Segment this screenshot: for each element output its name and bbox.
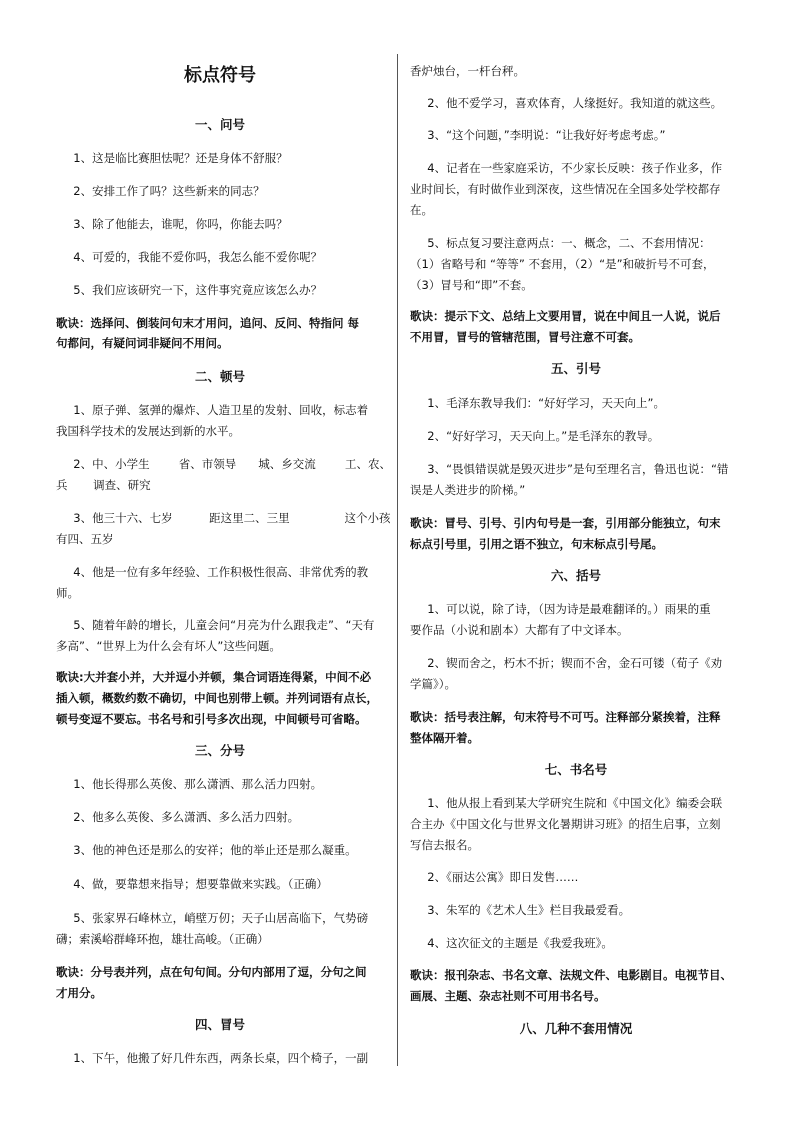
section-heading-question-mark: 一、问号	[194, 117, 245, 132]
example-item: 5、随着年龄的增长，儿童会问“月亮为什么跟我走”、“天有	[73, 618, 375, 632]
example-item: 4、可爱的，我能不爱你吗，我怎么能不爱你呢？	[73, 250, 323, 264]
example-item: 学篇》）。	[410, 677, 456, 691]
example-item: 5、标点复习要注意两点：一、概念，二、不套用情况：	[427, 236, 711, 250]
example-item: 4、做，要靠想来指导；想要靠做来实践。（正确）	[73, 877, 328, 891]
rule-verse: 歌诀：括号表注解，句末符号不可丐。注释部分紧挨着，注释	[410, 710, 721, 724]
section-heading-title-marks: 七、书名号	[544, 762, 608, 777]
example-item-continued: 香炉烛台，一杆台秤。	[410, 64, 525, 78]
example-item: 4、记者在一些家庭采访，不少家长反映：孩子作业多，作	[427, 161, 723, 175]
rule-verse: 不用冒，冒号的管辖范围，冒号注意不可套。	[410, 330, 640, 344]
section-heading-parentheses: 六、括号	[550, 568, 601, 583]
example-item: 4、这次征文的主题是《我爱我班》。	[427, 936, 613, 950]
example-item: 1、他长得那么英俊、那么潇洒、那么活力四射。	[73, 777, 323, 791]
example-item: 5、张家界石峰林立，峭壁万仞；天子山居高临下，气势磅	[73, 911, 369, 925]
example-item: 业时间长，有时做作业到深夜，这些情况在全国多处学校都存	[410, 182, 721, 196]
section-heading-semicolon: 三、分号	[194, 743, 245, 758]
example-item: 2、中、小学生 省、市领导 城、乡交流 工、农、	[73, 457, 391, 471]
example-item: 有四、五岁	[56, 532, 114, 546]
section-heading-no-nesting: 八、几种不套用情况	[519, 1021, 633, 1036]
rule-verse: 歌诀：冒号、引号、引内句号是一套，引用部分能独立，句末	[410, 516, 721, 530]
example-item: 多高”、“世界上为什么会有坏人”这些问题。	[56, 639, 281, 653]
column-divider	[397, 54, 398, 1066]
example-item: 1、原子弹、氢弹的爆炸、人造卫星的发射、回收，标志着	[73, 403, 369, 417]
example-item: 2、《丽达公寓》即日发售……	[427, 870, 579, 884]
rule-verse: 整体隔开着。	[410, 731, 479, 745]
example-item: 1、毛泽东教导我们：“好好学习，天天向上”。	[427, 396, 665, 410]
rule-verse: 才用分。	[56, 986, 102, 1000]
rule-verse: 插入顿，概数约数不确切，中间也别带上顿。并列词语有点长，	[56, 691, 378, 705]
example-item: 1、下午，他搬了好几件东西，两条长桌，四个椅子，一副	[73, 1051, 369, 1065]
example-item: 2、他不爱学习，喜欢体育，人缘挺好。我知道的就这些。	[427, 96, 723, 110]
example-item: 2、他多么英俊、多么潇洒、多么活力四射。	[73, 810, 300, 824]
example-item: 1、他从报上看到某大学研究生院和《中国文化》编委会联	[427, 796, 723, 810]
example-item: 我国科学技术的发展达到新的水平。	[56, 424, 240, 438]
example-item: （3）冒号和“即”不套。	[410, 278, 533, 292]
section-heading-quotation-marks: 五、引号	[550, 361, 601, 376]
example-item: 5、我们应该研究一下，这件事究竟应该怎么办？	[73, 283, 323, 297]
rule-verse: 歌诀:大并套小并，大并逗小并顿，集合词语连得紧，中间不必	[56, 670, 372, 684]
example-item: 3、“这个问题，”李明说：“让我好好考虑考虑。”	[427, 128, 666, 142]
example-item: 1、这是临比赛胆怯呢？还是身体不舒服？	[73, 151, 288, 165]
page-title: 标点符号	[184, 65, 256, 86]
section-heading-enumeration-comma: 二、顿号	[194, 369, 245, 384]
example-item: 2、锲而舍之，朽木不折；锲而不舍，金石可镂（荀子《劝	[427, 656, 723, 670]
example-item: 1、可以说，除了诗，（因为诗是最难翻译的。）雨果的重	[427, 602, 711, 616]
example-item: 在。	[410, 203, 433, 217]
example-item: 误是人类进步的阶梯。”	[410, 483, 526, 497]
example-item: 4、他是一位有多年经验、工作积极性很高、非常优秀的教	[73, 565, 369, 579]
example-item: 写信去报名。	[410, 838, 479, 852]
rule-verse: 歌诀：提示下文、总结上文要用冒，说在中间且一人说，说后	[410, 309, 721, 323]
rule-verse: 句都问，有疑问词非疑问不用问。	[56, 336, 229, 350]
example-item: 合主办《中国文化与世界文化暑期讲习班》的招生启事，立刻	[410, 817, 721, 831]
example-item: 3、“畏惧错误就是毁灭进步”是句至理名言，鲁迅也说：“错	[427, 462, 729, 476]
example-item: 3、除了他能去，谁呢，你吗，你能去吗？	[73, 217, 288, 231]
rule-verse: 标点引号里，引用之语不独立，句末标点引号尾。	[410, 537, 663, 551]
rule-verse: 歌诀：分号表并列，点在句句间。分句内部用了逗，分句之间	[56, 965, 367, 979]
example-item: 师。	[56, 586, 79, 600]
example-item: （1）省略号和 “等等” 不套用，（2）“是”和破折号不可套，	[410, 257, 715, 271]
rule-verse: 歌诀：报刊杂志、书名文章、法规文件、电影剧目。电视节目、	[410, 968, 732, 982]
rule-verse: 画展、主题、杂志社则不可用书名号。	[410, 989, 606, 1003]
example-item: 2、“好好学习，天天向上。”是毛泽东的教导。	[427, 429, 660, 443]
example-item: 要作品（小说和剧本）大都有了中文译本。	[410, 623, 629, 637]
example-item: 礴；索溪峪群峰环抱，雄壮高峻。（正确）	[56, 932, 269, 946]
rule-verse: 歌诀：选择问、倒装问句末才用问，追问、反问、特指问 每	[56, 316, 360, 330]
example-item: 3、他三十六、七岁 距这里二、三里 这个小孩	[73, 511, 391, 525]
rule-verse: 顿号变逗不要忘。书名号和引号多次出现，中间顿号可省略。	[56, 712, 367, 726]
example-item: 3、他的神色还是那么的安祥；他的举止还是那么凝重。	[73, 843, 357, 857]
section-heading-colon: 四、冒号	[194, 1017, 245, 1032]
example-item: 2、安排工作了吗？这些新来的同志？	[73, 184, 265, 198]
example-item: 兵 调查、研究	[56, 478, 151, 492]
example-item: 3、朱军的《艺术人生》栏目我最爱看。	[427, 903, 631, 917]
